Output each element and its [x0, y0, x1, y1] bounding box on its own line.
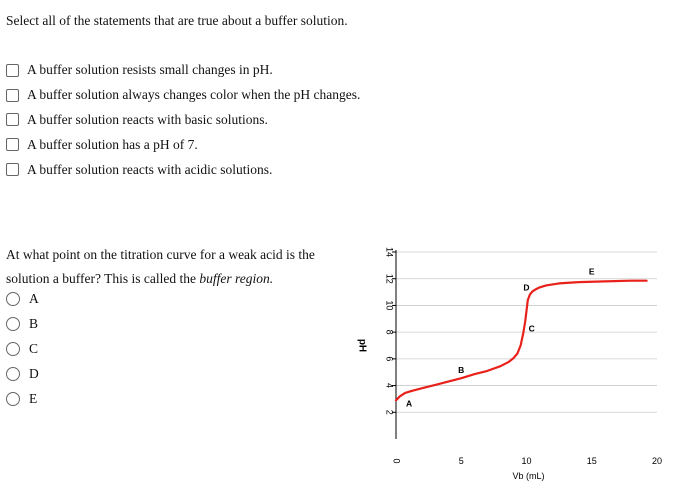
- option-label: A buffer solution reacts with basic solutions.: [27, 111, 268, 127]
- point-label-b: B: [458, 365, 465, 376]
- radio-button[interactable]: [6, 342, 20, 356]
- x-tick-label: 5: [458, 456, 464, 466]
- checkbox[interactable]: [6, 113, 19, 126]
- option-reacts-basic[interactable]: [6, 108, 360, 133]
- question2-prompt: [6, 243, 336, 291]
- y-axis-label: pH: [356, 338, 368, 353]
- y-tick-label: 14: [384, 246, 395, 258]
- checkbox[interactable]: [6, 89, 19, 102]
- y-tick-label: 12: [384, 273, 395, 284]
- x-tick-label: 0: [391, 458, 402, 464]
- option-reacts-acidic[interactable]: [6, 157, 360, 182]
- radio-option-e[interactable]: [6, 387, 39, 412]
- point-label-c: C: [528, 323, 535, 334]
- option-changes-color[interactable]: [6, 83, 360, 108]
- radio-button[interactable]: [6, 317, 20, 331]
- radio-label: D: [29, 366, 39, 382]
- radio-button[interactable]: [6, 292, 20, 306]
- question1-options: [6, 58, 360, 182]
- checkbox[interactable]: [6, 163, 19, 176]
- radio-option-c[interactable]: [6, 336, 39, 361]
- question2-line2: solution a buffer? This is called the: [6, 271, 200, 286]
- radio-option-b[interactable]: [6, 311, 39, 336]
- x-tick-label: 20: [651, 456, 663, 466]
- question1-prompt: Select all of the statements that are true about a buffer solution.: [6, 13, 348, 28]
- x-axis-label: Vb (mL): [512, 471, 545, 481]
- option-label: A buffer solution has a pH of 7.: [27, 136, 198, 152]
- radio-label: C: [29, 340, 39, 356]
- radio-button[interactable]: [6, 367, 20, 381]
- radio-label: A: [29, 290, 39, 306]
- radio-option-d[interactable]: [6, 362, 39, 387]
- radio-label: B: [29, 315, 39, 331]
- option-resists-ph-change[interactable]: [6, 58, 360, 83]
- radio-option-a[interactable]: [6, 286, 39, 311]
- y-tick-label: 4: [384, 383, 395, 389]
- y-tick-label: 6: [384, 356, 395, 362]
- x-tick-label: 15: [586, 456, 597, 466]
- option-label: A buffer solution reacts with acidic solutions.: [27, 161, 273, 177]
- checkbox[interactable]: [6, 64, 19, 77]
- question2-line1: At what point on the titration curve for a weak acid is the: [6, 247, 315, 262]
- point-label-d: D: [523, 282, 530, 293]
- point-label-e: E: [588, 266, 595, 277]
- option-label: A buffer solution always changes color when the pH changes.: [27, 87, 361, 103]
- question2-emphasis: buffer region.: [199, 271, 274, 286]
- y-tick-label: 10: [384, 300, 395, 311]
- point-label-a: A: [405, 398, 413, 409]
- checkbox[interactable]: [6, 138, 19, 151]
- titration-curve-line: [396, 281, 647, 401]
- radio-label: E: [29, 391, 38, 407]
- question2-options: [6, 286, 39, 412]
- radio-button[interactable]: [6, 392, 20, 406]
- option-ph-seven[interactable]: [6, 132, 360, 157]
- y-tick-label: 8: [384, 329, 395, 335]
- x-tick-label: 10: [521, 456, 532, 466]
- titration-curve-chart: [340, 240, 685, 490]
- option-label: A buffer solution resists small changes in pH.: [27, 62, 273, 78]
- y-tick-label: 2: [384, 409, 395, 415]
